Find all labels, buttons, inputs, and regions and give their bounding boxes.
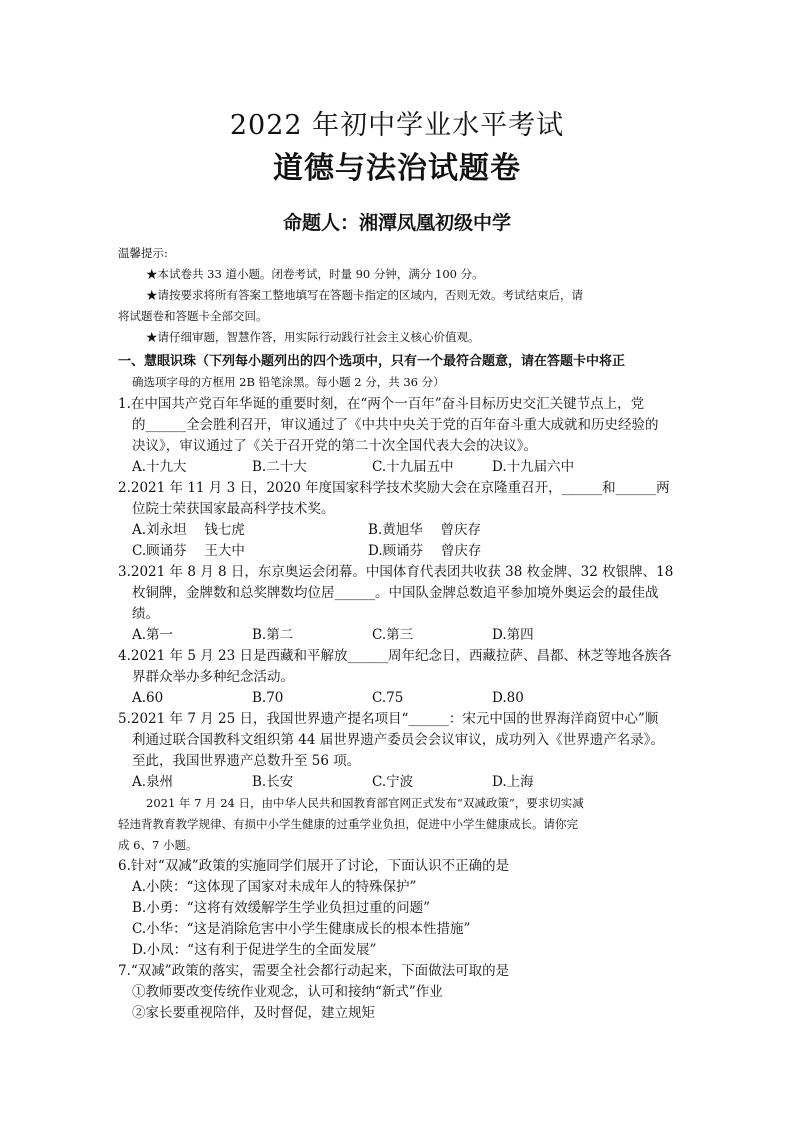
question-1: [118, 394, 688, 478]
notice-block: [118, 243, 688, 348]
option-b[interactable]: B.第二: [252, 627, 294, 643]
option-c[interactable]: C.小华：“这是消除危害中小学生健康成长的根本性措施”: [132, 921, 471, 937]
exam-subtitle: 道德与法治试题卷: [273, 151, 521, 186]
option-d[interactable]: D.顾诵芬 曾庆存: [368, 543, 482, 559]
statement-item: ②家长要重视陪伴，及时督促，建立规矩: [132, 1005, 375, 1021]
section-title-cont: 确选项字母的方框用 2B 铅笔涂黑。每小题 2 分，共 36 分）: [132, 375, 445, 389]
option-row: [118, 457, 688, 478]
question-4: [118, 646, 688, 709]
option-c[interactable]: C.顾诵芬 王大中: [132, 543, 245, 559]
option-b[interactable]: B.小勇：“这将有效缓解学生学业负担过重的问题”: [132, 900, 431, 916]
option-a[interactable]: A.小陕：“这体现了国家对未成年人的特殊保护”: [132, 879, 417, 895]
option-row: [118, 625, 688, 646]
option-c[interactable]: C.宁波: [372, 774, 414, 790]
option-row: [118, 541, 688, 562]
question-line: 1.在中国共产党百年华诞的重要时刻，在“两个一百年”奋斗目标历史交汇关键节点上，党: [118, 396, 645, 412]
option-a[interactable]: A.泉州: [132, 774, 174, 790]
question-stem: 6.针对“双减”政策的实施同学们展开了讨论，下面认识不正确的是: [118, 858, 510, 874]
option-d[interactable]: D.第四: [492, 627, 534, 643]
section-title: 一、慧眼识珠（下列每小题列出的四个选项中，只有一个最符合题意，请在答题卡中将正: [118, 354, 626, 369]
option-d[interactable]: D.十九届六中: [492, 459, 575, 475]
question-line: 5.2021 年 7 月 25 日，我国世界遗产提名项目“______：宋元中国的世界海洋商贸中心”顺: [118, 711, 659, 727]
option-b[interactable]: B.长安: [252, 774, 294, 790]
question-line: 枚铜牌，金牌数和总奖牌数均位居______。中国队金牌总数追平参加境外奥运会的最佳战: [132, 585, 659, 601]
question-3: [118, 562, 688, 646]
question-2: [118, 478, 688, 562]
option-a[interactable]: A.刘永坦 钱七虎: [132, 522, 245, 538]
exam-title: 2022 年初中学业水平考试: [229, 110, 565, 141]
question-line: 利通过联合国教科文组织第 44 届世界遗产委员会会议审议，成功列入《世界遗产名录》。: [132, 732, 665, 748]
option-a[interactable]: A.十九大: [132, 459, 187, 475]
question-line: 2.2021 年 11 月 3 日，2020 年度国家科学技术奖励大会在京隆重召开，______和______两: [118, 480, 670, 496]
question-line: 3.2021 年 8 月 8 日，东京奥运会闭幕。中国体育代表团共收获 38 枚金牌、32 枚银牌、18: [118, 564, 674, 580]
question-5: [118, 709, 688, 793]
question-line: 的______全会胜利召开，审议通过了《中共中央关于党的百年奋斗重大成就和历史经验的: [132, 417, 659, 433]
notice-heading: 温馨提示:: [118, 246, 168, 260]
section-one: [118, 351, 688, 393]
material-line: 轻违背教育教学规律、有损中小学生健康的过重学业负担，促进中小学生健康成长。请你完: [118, 817, 578, 831]
option-b[interactable]: B.黄旭华 曾庆存: [368, 522, 482, 538]
option-row: [118, 520, 688, 541]
question-line: 4.2021 年 5 月 23 日是西藏和平解放______周年纪念日，西藏拉萨、昌都、林芝等地各族各: [118, 648, 672, 664]
material-line: 成 6、7 小题。: [118, 838, 198, 852]
notice-item: ★本试卷共 33 道小题。闭卷考试，时量 90 分钟，满分 100 分。: [146, 267, 484, 281]
question-stem: 7.“双减”政策的落实，需要全社会都行动起来，下面做法可取的是: [118, 963, 510, 979]
option-a[interactable]: A.第一: [132, 627, 174, 643]
notice-item: ★请按要求将所有答案工整地填写在答题卡指定的区域内，否则无效。考试结束后，请: [146, 288, 583, 302]
option-b[interactable]: B.二十大: [252, 459, 307, 475]
question-line: 位院士荣获国家最高科学技术奖。: [132, 501, 335, 517]
option-d[interactable]: D.小凤：“这有利于促进学生的全面发展”: [132, 942, 377, 958]
option-d[interactable]: D.80: [492, 690, 524, 706]
notice-item: ★请仔细审题，智慧作答，用实际行动践行社会主义核心价值观。: [146, 330, 480, 344]
option-c[interactable]: C.75: [372, 690, 404, 706]
exam-setter: 命题人：湘潭凤凰初级中学: [282, 212, 511, 234]
material-passage: [118, 793, 688, 856]
question-line: 绩。: [132, 606, 159, 622]
question-6: [118, 856, 688, 961]
question-line: 至此，我国世界遗产总数升至 56 项。: [132, 753, 361, 769]
option-c[interactable]: C.十九届五中: [372, 459, 454, 475]
question-7: [118, 961, 688, 1024]
option-row: [118, 688, 688, 709]
material-line: 2021 年 7 月 24 日，由中华人民共和国教育部官网正式发布“双减政策”，要求切实减: [146, 796, 584, 810]
option-b[interactable]: B.70: [252, 690, 284, 706]
question-line: 决议》，审议通过了《关于召开党的第二十次全国代表大会的决议》。: [132, 438, 537, 454]
question-line: 界群众举办多种纪念活动。: [132, 669, 294, 685]
notice-item: 将试题卷和答题卡全部交回。: [118, 309, 268, 323]
statement-item: ①教师要改变传统作业观念，认可和接纳“新式”作业: [132, 984, 443, 1000]
option-row: [118, 772, 688, 793]
option-a[interactable]: A.60: [132, 690, 164, 706]
option-c[interactable]: C.第三: [372, 627, 414, 643]
question-list: [118, 394, 688, 1024]
option-d[interactable]: D.上海: [492, 774, 534, 790]
